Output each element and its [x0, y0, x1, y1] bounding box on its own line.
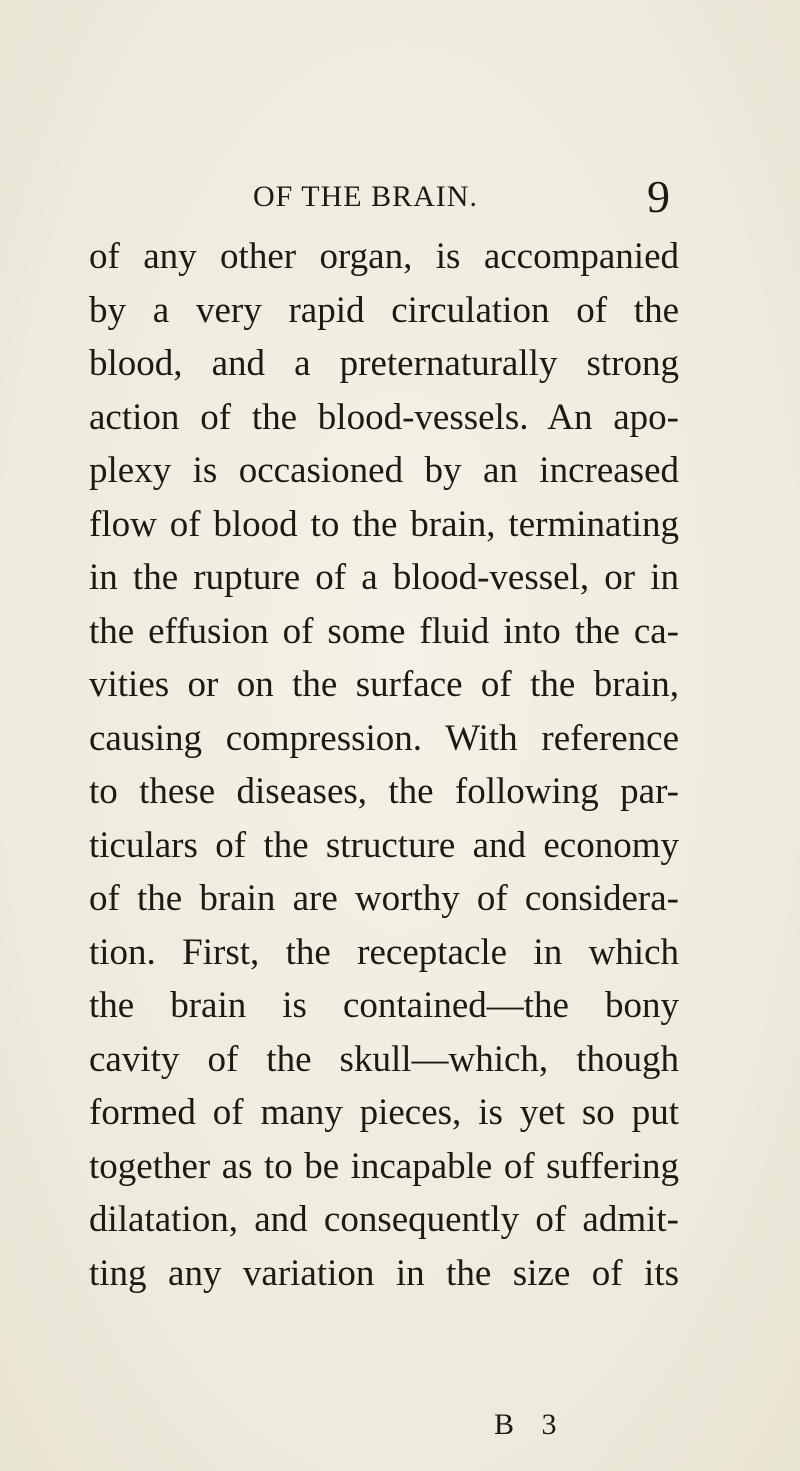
text-line: together as to be incapable of suffering: [89, 1145, 679, 1187]
text-line: dilatation, and consequently of admit-: [89, 1199, 679, 1240]
text-line: plexy is occasioned by an increased: [89, 450, 679, 491]
text-line: of any other organ, is accompanied: [89, 236, 679, 277]
text-line: in the rupture of a blood-vessel, or in: [89, 557, 679, 598]
text-line: blood, and a preternaturally strong: [89, 343, 679, 384]
text-line: the effusion of some fluid into the ca-: [89, 610, 679, 652]
text-line: formed of many pieces, is yet so put: [89, 1092, 679, 1133]
running-title: OF THE BRAIN.: [253, 180, 478, 213]
body-text: [89, 230, 679, 1300]
text-line: causing compression. With reference: [89, 717, 679, 759]
text-line: to these diseases, the following par-: [89, 771, 679, 812]
page-number: 9: [647, 171, 670, 222]
text-line: ting any variation in the size of its: [89, 1252, 679, 1294]
text-line: cavity of the skull—which, though: [89, 1038, 679, 1080]
text-line: ticulars of the structure and economy: [89, 824, 679, 866]
text-line: tion. First, the receptacle in which: [89, 931, 679, 973]
signature-mark: B 3: [494, 1408, 567, 1441]
text-line: vities or on the surface of the brain,: [89, 664, 679, 705]
text-line: of the brain are worthy of considera-: [89, 878, 679, 919]
text-line: the brain is contained—the bony: [89, 985, 679, 1026]
text-line: flow of blood to the brain, terminating: [89, 503, 679, 545]
text-line: by a very rapid circulation of the: [89, 289, 679, 331]
text-line: action of the blood-vessels. An apo-: [89, 396, 679, 438]
